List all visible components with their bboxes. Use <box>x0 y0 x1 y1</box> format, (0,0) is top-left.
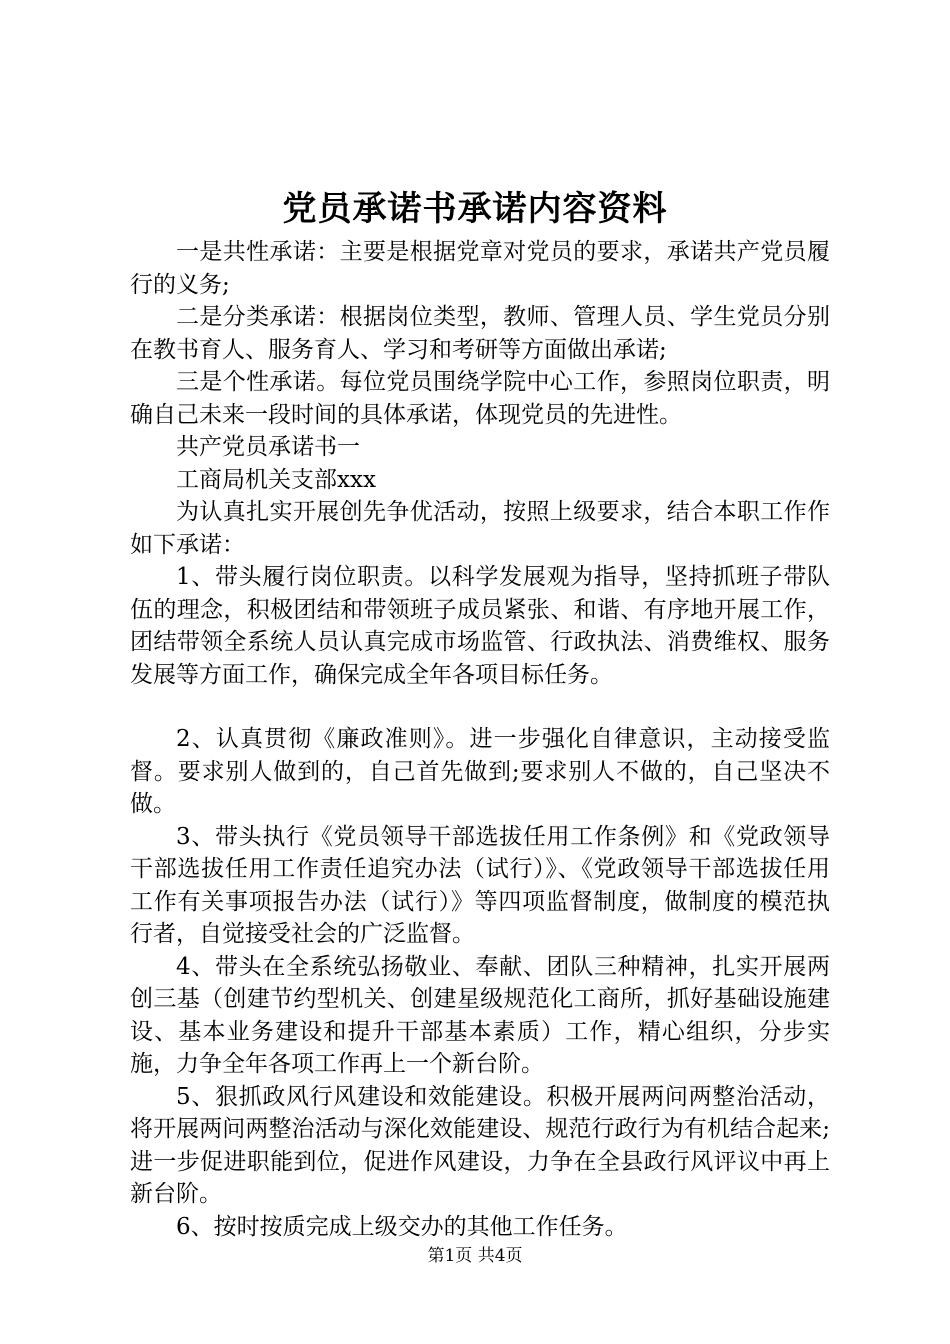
paragraph-personal-commitment: 三是个性承诺。每位党员围绕学院中心工作，参照岗位职责，明确自己未来一段时间的具体承诺，体现党员的先进性。 <box>130 369 830 428</box>
paragraph-item-4: 4、带头在全系统弘扬敬业、奉献、团队三种精神，扎实开展两创三基（创建节约型机关、创建星级规范化工商所，抓好基础设施建设、基本业务建设和提升干部基本素质）工作，精心组织，分步实施，力争全年各项工作再上一个新台阶。 <box>130 953 830 1077</box>
paragraph-common-commitment: 一是共性承诺：主要是根据党章对党员的要求，承诺共产党员履行的义务; <box>130 239 830 298</box>
paragraph-letter-heading: 共产党员承诺书一 <box>176 434 360 460</box>
paragraph-item-1: 1、带头履行岗位职责。以科学发展观为指导，坚持抓班子带队伍的理念，积极团结和带领班子成员紧张、和谐、有序地开展工作，团结带领全系统人员认真完成市场监管、行政执法、消费维权、服务发展等方面工作，确保完成全年各项目标任务。 <box>130 564 830 688</box>
paragraph-branch-name: 工商局机关支部xxx <box>176 466 376 493</box>
paragraph-item-3: 3、带头执行《党员领导干部选拔任用工作条例》和《党政领导干部选拔任用工作责任追究办法（试行）》、《党政领导干部选拔任用工作有关事项报告办法（试行）》等四项监督制度，做制度的模范执行者，自觉接受社会的广泛监督。 <box>130 823 830 947</box>
document-body <box>130 236 830 1243</box>
paragraph-item-5: 5、狠抓政风行风建设和效能建设。积极开展两问两整治活动，将开展两问两整治活动与深化效能建设、规范行政行为有机结合起来;进一步促进职能到位，促进作风建设，力争在全县政行风评议中再上新台阶。 <box>130 1083 830 1207</box>
page-number-footer: 第1页 共4页 <box>427 1246 523 1266</box>
paragraph-item-6: 6、按时按质完成上级交办的其他工作任务。 <box>176 1213 628 1240</box>
paragraph-intro: 为认真扎实开展创先争优活动，按照上级要求，结合本职工作作如下承诺： <box>130 499 830 558</box>
paragraph-category-commitment: 二是分类承诺：根据岗位类型，教师、管理人员、学生党员分别在教书育人、服务育人、学习和考研等方面做出承诺; <box>130 304 830 363</box>
paragraph-item-2: 2、认真贯彻《廉政准则》。进一步强化自律意识，主动接受监督。要求别人做到的，自己首先做到;要求别人不做的，自己坚决不做。 <box>130 726 830 817</box>
document-title: 党员承诺书承诺内容资料 <box>282 189 668 229</box>
